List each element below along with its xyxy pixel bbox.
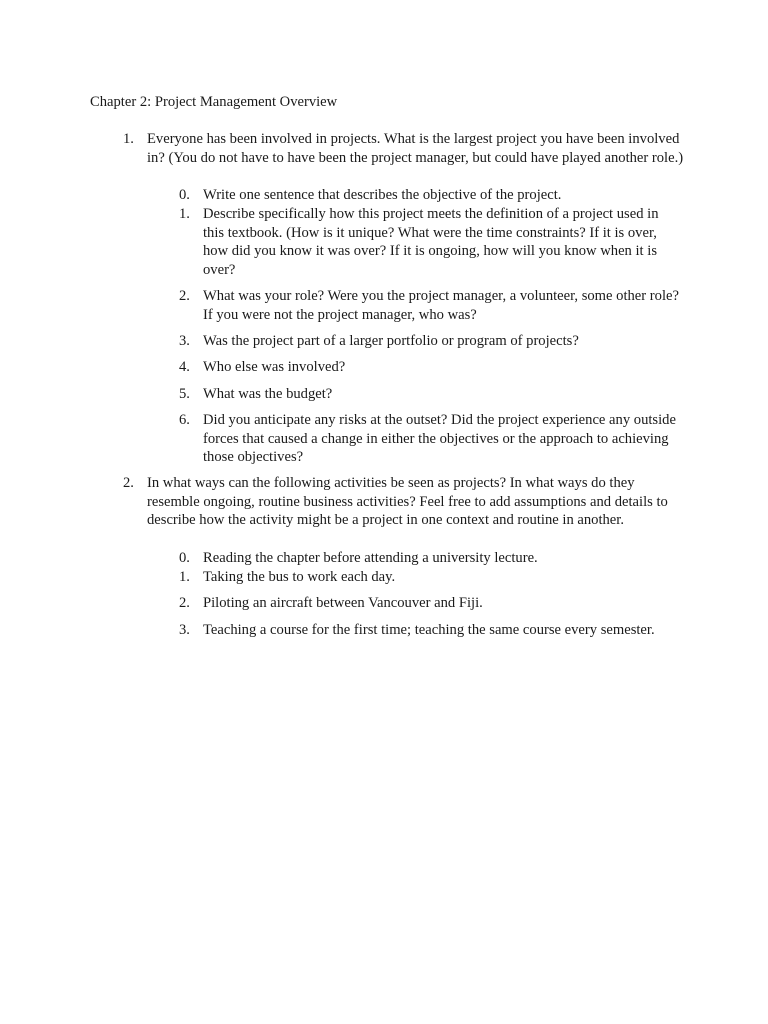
subitem-text: What was the budget? — [203, 386, 333, 402]
subitem-text: Teaching a course for the first time; teaching the same course every semester. — [203, 622, 655, 638]
subitem-number: 5. — [179, 386, 190, 402]
question-number: 2. — [123, 475, 134, 491]
question-2-subitem-2 — [179, 594, 683, 613]
question-2-subitem-1 — [179, 568, 683, 587]
subitem-text: Did you anticipate any risks at the outset? Did the project experience any outside forces that caused a change in either the objectives or the approach to achieving those objectives? — [203, 412, 676, 466]
subitem-text: Reading the chapter before attending a university lecture. — [203, 550, 538, 566]
question-2-subitem-3 — [179, 621, 683, 640]
subitem-number: 1. — [179, 206, 190, 222]
question-1-subitem-0 — [179, 186, 683, 205]
page-title: Chapter 2: Project Management Overview — [90, 94, 338, 110]
question-number: 1. — [123, 131, 134, 147]
question-1-subitem-1 — [179, 205, 683, 279]
subitem-text: Write one sentence that describes the objective of the project. — [203, 187, 562, 203]
subitem-number: 1. — [179, 569, 190, 585]
subitem-number: 3. — [179, 333, 190, 349]
subitem-number: 0. — [179, 550, 190, 566]
subitem-number: 2. — [179, 595, 190, 611]
question-text: Everyone has been involved in projects. What is the largest project you have been involved in? (You do not have to have been the project manager, but could have played another role.) — [147, 131, 684, 166]
question-1-subitem-6 — [179, 411, 683, 467]
subitem-number: 4. — [179, 359, 190, 375]
question-2-subitem-0 — [179, 549, 683, 568]
subitem-text: Was the project part of a larger portfolio or program of projects? — [203, 333, 579, 349]
subitem-text: Describe specifically how this project meets the definition of a project used in this textbook. (How is it unique? What were the time constraints? If it is over, how did you know it was over? If it is ongoing, how will you know when it is over? — [203, 206, 659, 278]
subitem-number: 2. — [179, 288, 190, 304]
question-1-subitem-5 — [179, 385, 683, 404]
subitem-text: Who else was involved? — [203, 359, 346, 375]
subitem-number: 0. — [179, 187, 190, 203]
subitem-text: Taking the bus to work each day. — [203, 569, 396, 585]
question-1-subitem-3 — [179, 332, 683, 351]
question-1 — [123, 130, 687, 167]
subitem-text: Piloting an aircraft between Vancouver and Fiji. — [203, 595, 483, 611]
subitem-number: 6. — [179, 412, 190, 428]
question-1-subitem-2 — [179, 287, 683, 324]
question-1-subitem-4 — [179, 358, 683, 377]
question-text: In what ways can the following activities be seen as projects? In what ways do they resemble ongoing, routine business activities? Feel free to add assumptions and details to describe how the activity might be a project in one context and routine in another. — [147, 475, 668, 529]
subitem-text: What was your role? Were you the project manager, a volunteer, some other role? If you were not the project manager, who was? — [203, 288, 679, 323]
subitem-number: 3. — [179, 622, 190, 638]
question-2 — [123, 474, 687, 530]
